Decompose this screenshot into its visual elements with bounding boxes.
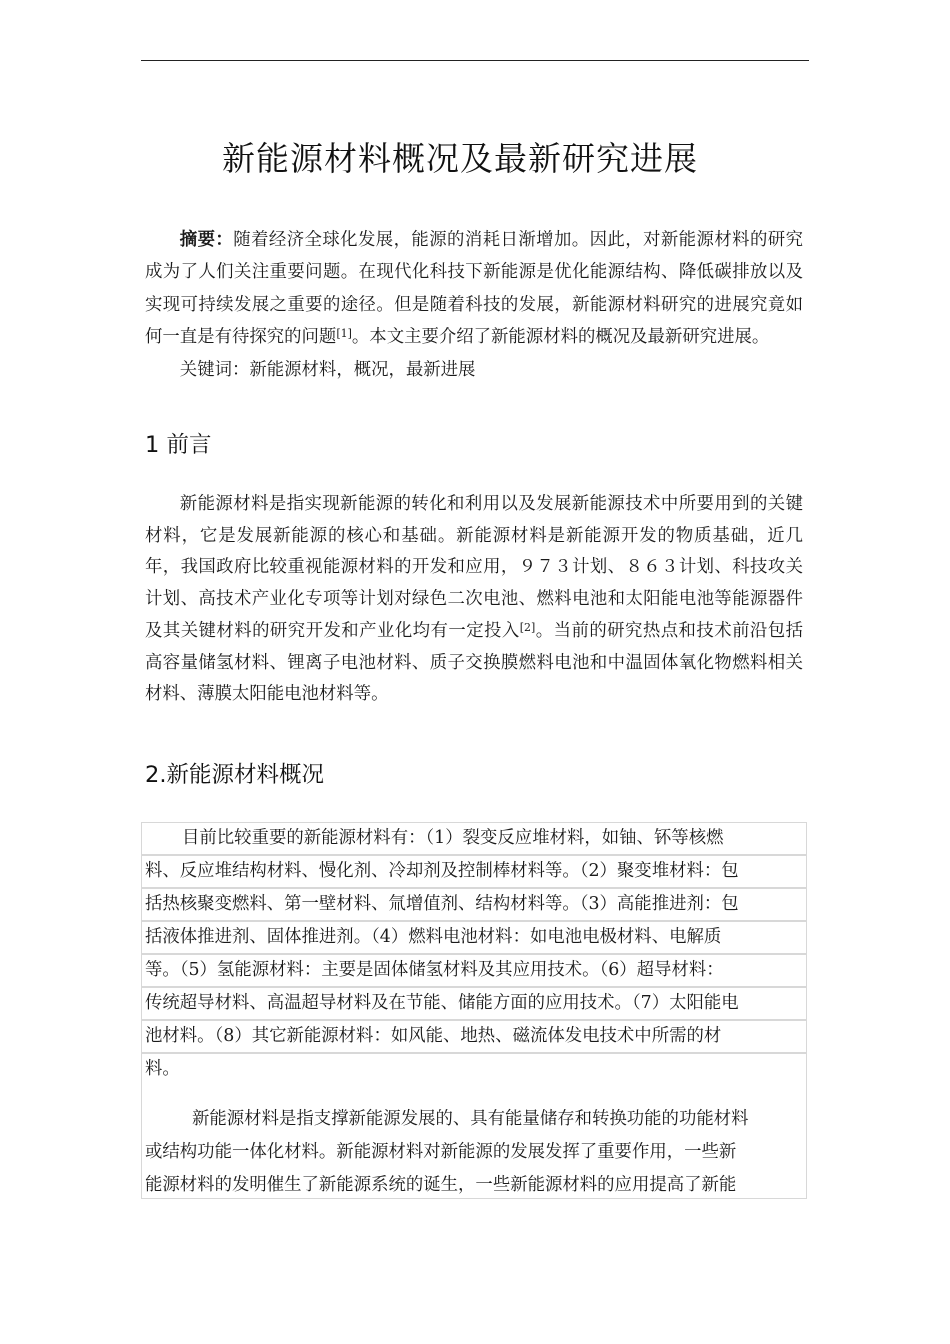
paragraph-line: 或结构功能一体化材料。新能源材料对新能源的发展发挥了重要作用，一些新 [145, 1142, 737, 1162]
section-2-line: 池材料。（8）其它新能源材料：如风能、地热、磁流体发电技术中所需的材 [141, 1020, 807, 1053]
section-2-line: 料、反应堆结构材料、慢化剂、冷却剂及控制棒材料等。（2）聚变堆材料：包 [141, 855, 807, 888]
section-1-text-end: 。当前的研究热点和技术前沿包括高容量储氢材料、锂离子电池材料、质子交换膜燃料电池和中温固体氧化物燃料相关材料、薄膜太阳能电池材料等。 [145, 620, 803, 705]
section-2-line: 目前比较重要的新能源材料有：（1）裂变反应堆材料，如铀、钚等核燃 [141, 822, 807, 855]
paragraph-line: 能源材料的发明催生了新能源系统的诞生，一些新能源材料的应用提高了新能 [145, 1175, 737, 1195]
document-title: 新能源材料概况及最新研究进展 [222, 139, 698, 178]
section-2-paragraph-2 [141, 1099, 807, 1199]
section-2-line: 括液体推进剂、固体推进剂。（4）燃料电池材料：如电池电极材料、电解质 [141, 921, 807, 954]
section-1-text: 新能源材料是指实现新能源的转化和利用以及发展新能源技术中所要用到的关键材料，它是发展新能源的核心和基础。新能源材料是新能源开发的物质基础，近几年，我国政府比较重视能源材料的开发和应用，９７３计划、８６３计划、科技攻关计划、高技术产业化专项等计划对绿色二次电池、燃料电池和太阳能电池等能源器件及其关键材料的研究开发和产业化均有一定投入 [145, 494, 803, 641]
paragraph-line: 新能源材料是指支撑新能源发展的、具有能量储存和转换功能的功能材料 [192, 1109, 749, 1129]
section-2-line: 括热核聚变燃料、第一壁材料、氚增值剂、结构材料等。（3）高能推进剂：包 [141, 888, 807, 921]
citation-2[interactable]: [2] [519, 620, 536, 634]
abstract-text: 随着经济全球化发展，能源的消耗日渐增加。因此，对新能源材料的研究成为了人们关注重要问题。在现代化科技下新能源是优化能源结构、降低碳排放以及实现可持续发展之重要的途径。但是随着科技的发展，新能源材料研究的进展究竟如何一直是有待探究的问题 [145, 230, 803, 348]
header-rule [141, 60, 809, 61]
section-2-line: 料。 [141, 1053, 807, 1099]
abstract-text-end: 。本文主要介绍了新能源材料的概况及最新研究进展。 [351, 327, 770, 348]
keywords: 关键词：新能源材料，概况，最新进展 [179, 359, 476, 380]
section-1-body [145, 489, 803, 711]
abstract-label: 摘要： [179, 230, 234, 250]
section-1-heading: 1 前言 [145, 432, 212, 458]
section-2-heading: 2.新能源材料概况 [145, 762, 324, 788]
abstract-paragraph [145, 224, 803, 386]
citation-1[interactable]: [1] [336, 327, 352, 341]
section-2-line: 等。（5）氢能源材料：主要是固体储氢材料及其应用技术。（6）超导材料： [141, 954, 807, 987]
section-2-line: 传统超导材料、高温超导材料及在节能、储能方面的应用技术。（7）太阳能电 [141, 987, 807, 1020]
